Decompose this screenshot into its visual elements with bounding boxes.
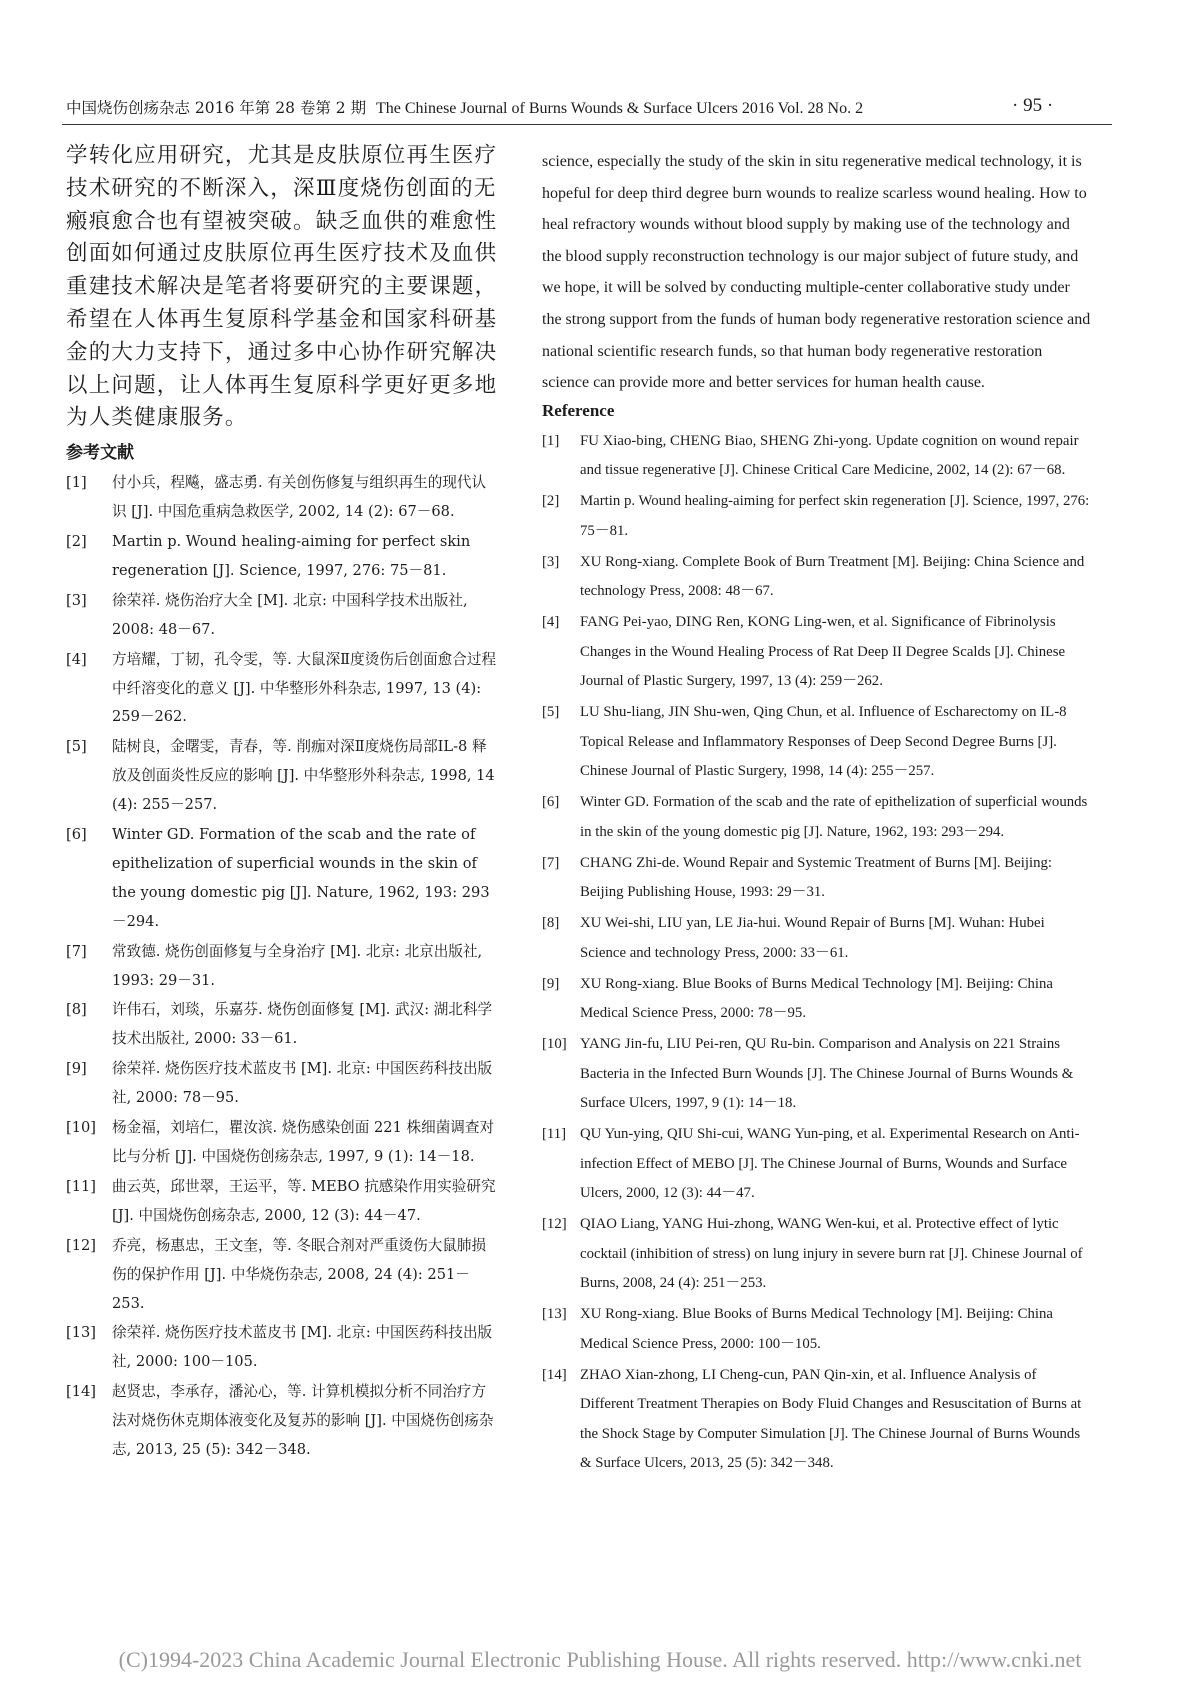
reference-text: YANG Jin-fu, LIU Pei-ren, QU Ru-bin. Comparison and Analysis on 221 Strains Bacteria in the Infected Burn Wounds [J]. The Chinese Journal of Burns Wounds & Surface Ulcers, 1997, 9 (1): 14－18. (580, 1036, 1074, 1112)
reference-item (542, 698, 1092, 787)
reference-item (542, 788, 1092, 847)
references-heading-en: Reference (542, 400, 615, 420)
reference-number: [4] (66, 650, 87, 668)
reference-list-en (542, 427, 1092, 1479)
reference-number: [5] (542, 704, 560, 721)
reference-text: XU Wei-shi, LIU yan, LE Jia-hui. Wound Repair of Burns [M]. Wuhan: Hubei Science and technology Press, 2000: 33－61. (580, 915, 1045, 961)
reference-number: [12] (66, 1236, 96, 1254)
reference-text: 徐荣祥. 烧伤医疗技术蓝皮书 [M]. 北京: 中国医药科技出版社, 2000: 78－95. (112, 1060, 493, 1107)
reference-number: [8] (542, 915, 560, 932)
journal-title-en: The Chinese Journal of Burns Wounds & Surface Ulcers 2016 Vol. 28 No. 2 (375, 100, 864, 117)
reference-number: [6] (66, 826, 87, 844)
reference-text: 乔亮，杨惠忠，王文奎，等. 冬眠合剂对严重烫伤大鼠肺损伤的保护作用 [J]. 中华烧伤杂志, 2008, 24 (4): 251－253. (112, 1236, 487, 1312)
reference-item (66, 587, 500, 645)
reference-number: [2] (542, 493, 560, 510)
copyright-footer: (C)1994-2023 China Academic Journal Electronic Publishing House. All rights reserved. http://www.cnki.net (118, 1647, 1082, 1672)
reference-number: [13] (66, 1324, 96, 1342)
reference-number: [14] (542, 1366, 567, 1383)
reference-item (542, 427, 1092, 486)
reference-text: XU Rong-xiang. Complete Book of Burn Treatment [M]. Beijing: China Science and technology Press, 2008: 48－67. (580, 553, 1085, 600)
reference-number: [10] (542, 1036, 567, 1053)
reference-number: [1] (66, 474, 87, 492)
reference-number: [11] (542, 1126, 567, 1143)
reference-item (66, 1055, 500, 1113)
reference-item (66, 1319, 500, 1377)
reference-item (66, 1173, 500, 1231)
reference-text: 方培耀，丁韧，孔令雯，等. 大鼠深Ⅱ度烫伤后创面愈合过程中纤溶变化的意义 [J]. 中华整形外科杂志, 1997, 13 (4): 259－262. (112, 650, 497, 726)
reference-item (542, 1030, 1092, 1119)
reference-item (66, 821, 500, 937)
reference-text: FU Xiao-bing, CHENG Biao, SHENG Zhi-yong. Update cognition on wound repair and tissue regenerative [J]. Chinese Critical Care Medicine, 2002, 14 (2): 67－68. (580, 432, 1079, 479)
reference-item (542, 1361, 1092, 1479)
reference-number: [12] (542, 1216, 567, 1233)
journal-title-zh: 中国烧伤创疡杂志 2016 年第 28 卷第 2 期 (66, 99, 367, 117)
reference-text: 常致德. 烧伤创面修复与全身治疗 [M]. 北京: 北京出版社, 1993: 29－31. (112, 942, 483, 989)
reference-text: FANG Pei-yao, DING Ren, KONG Ling-wen, et al. Significance of Fibrinolysis Changes in the Wound Healing Process of Rat Deep II Degree Scalds [J]. Chinese Journal of Plastic Surgery, 1997, 13 (4): 259－262. (580, 614, 1066, 690)
reference-number: [14] (66, 1383, 96, 1401)
reference-list-zh (66, 469, 500, 1465)
reference-item (542, 1120, 1092, 1209)
reference-number: [4] (542, 614, 560, 631)
left-column (66, 140, 500, 1466)
reference-text: Martin p. Wound healing-aiming for perfect skin regeneration [J]. Science, 1997, 276: 75－81. (112, 532, 471, 579)
reference-number: [10] (66, 1119, 96, 1137)
reference-item (66, 733, 500, 820)
reference-item (542, 548, 1092, 607)
reference-item (66, 1378, 500, 1465)
reference-number: [7] (66, 942, 87, 960)
reference-number: [11] (66, 1177, 96, 1195)
reference-text: XU Rong-xiang. Blue Books of Burns Medical Technology [M]. Beijing: China Medical Science Press, 2000: 100－105. (580, 1306, 1053, 1352)
reference-item (66, 938, 500, 996)
reference-number: [2] (66, 532, 87, 550)
reference-text: XU Rong-xiang. Blue Books of Burns Medical Technology [M]. Beijing: China Medical Science Press, 2000: 78－95. (580, 975, 1053, 1022)
reference-number: [13] (542, 1306, 567, 1323)
reference-item (542, 1300, 1092, 1359)
reference-number: [8] (66, 1001, 87, 1019)
reference-item (66, 1114, 500, 1172)
reference-number: [7] (542, 854, 560, 871)
chinese-body-text: 学转化应用研究，尤其是皮肤原位再生医疗技术研究的不断深入，深Ⅲ度烧伤创面的无瘢痕愈合也有望被突破。缺乏血供的难愈性创面如何通过皮肤原位再生医疗技术及血供重建技术解决是笔者将要研究的主要课题，希望在人体再生复原科学基金和国家科研基金的大力支持下，通过多中心协作研究解决以上问题，让人体再生复原科学更好更多地为人类健康服务。 (66, 143, 498, 431)
reference-number: [3] (66, 591, 87, 609)
reference-item (542, 608, 1092, 697)
reference-number: [5] (66, 738, 87, 756)
reference-text: LU Shu-liang, JIN Shu-wen, Qing Chun, et al. Influence of Escharectomy on IL-8 Topical Release and Inflammatory Responses of Deep Second Degree Burns [J]. Chinese Journal of Plastic Surgery, 1998, 14 (4): 255－257. (580, 704, 1067, 780)
page-number: · 95 · (1012, 95, 1054, 116)
reference-item (66, 996, 500, 1054)
references-heading-zh: 参考文献 (66, 443, 134, 464)
reference-text: 付小兵，程飚，盛志勇. 有关创伤修复与组织再生的现代认识 [J]. 中国危重病急救医学, 2002, 14 (2): 67－68. (112, 474, 487, 521)
reference-text: 许伟石，刘琰，乐嘉芬. 烧伤创面修复 [M]. 武汉: 湖北科学技术出版社, 2000: 33－61. (112, 1001, 493, 1048)
reference-item (66, 469, 500, 527)
reference-item (542, 909, 1092, 968)
reference-number: [1] (542, 432, 560, 449)
reference-text: QIAO Liang, YANG Hui-zhong, WANG Wen-kui, et al. Protective effect of lytic cocktail (inhibition of stress) on lung injury in severe burn rat [J]. Chinese Journal of Burns, 2008, 24 (4): 251－253. (580, 1216, 1083, 1292)
reference-item (542, 970, 1092, 1029)
reference-number: [9] (66, 1060, 87, 1078)
reference-item (542, 849, 1092, 908)
reference-text: 陆树良，金曙雯，青春，等. 削痂对深Ⅱ度烧伤局部IL-8 释放及创面炎性反应的影响 [J]. 中华整形外科杂志, 1998, 14 (4): 255－257. (112, 738, 495, 814)
reference-number: [9] (542, 975, 560, 992)
right-column (542, 146, 1092, 1480)
reference-text: 徐荣祥. 烧伤医疗技术蓝皮书 [M]. 北京: 中国医药科技出版社, 2000: 100－105. (112, 1324, 493, 1371)
english-body-text: science, especially the study of the skin in situ regenerative medical technology, it is hopeful for deep third degree burn wounds to realize scarless wound healing. How to heal refractory wounds without blood supply by making use of the technology and the blood supply reconstruction technology is our major subject of future study, and we hope, it will be solved by conducting multiple-center collaborative study under the strong support from the funds of human body regenerative restoration science and national scientific research funds, so that human body regenerative restoration science can provide more and better services for human health cause. (542, 153, 1091, 392)
reference-item (66, 646, 500, 733)
reference-text: 杨金福，刘培仁，瞿汝滨. 烧伤感染创面 221 株细菌调查对比与分析 [J]. 中国烧伤创疡杂志, 1997, 9 (1): 14－18. (112, 1119, 495, 1166)
reference-text: Winter GD. Formation of the scab and the rate of epithelization of superficial wounds in the skin of the young domestic pig [J]. Nature, 1962, 193: 293－294. (580, 794, 1088, 840)
reference-number: [6] (542, 794, 560, 811)
reference-number: [3] (542, 553, 560, 570)
reference-text: 赵贤忠，李承存，潘沁心，等. 计算机模拟分析不同治疗方法对烧伤休克期体液变化及复苏的影响 [J]. 中国烧伤创疡杂志, 2013, 25 (5): 342－348. (112, 1383, 494, 1459)
reference-text: 徐荣祥. 烧伤治疗大全 [M]. 北京: 中国科学技术出版社, 2008: 48－67. (112, 591, 468, 638)
running-header (66, 96, 1066, 122)
reference-item (66, 528, 500, 586)
reference-text: 曲云英，邱世翠，王运平，等. MEBO 抗感染作用实验研究 [J]. 中国烧伤创疡杂志, 2000, 12 (3): 44－47. (112, 1177, 496, 1224)
reference-text: CHANG Zhi-de. Wound Repair and Systemic Treatment of Burns [M]. Beijing: Beijing Publishing House, 1993: 29－31. (580, 854, 1052, 901)
reference-text: Martin p. Wound healing-aiming for perfect skin regeneration [J]. Science, 1997, 276: 75－81. (580, 493, 1090, 539)
reference-text: QU Yun-ying, QIU Shi-cui, WANG Yun-ping, et al. Experimental Research on Anti-infection Effect of MEBO [J]. The Chinese Journal of Burns, Wounds and Surface Ulcers, 2000, 12 (3): 44－47. (580, 1126, 1080, 1202)
reference-text: ZHAO Xian-zhong, LI Cheng-cun, PAN Qin-xin, et al. Influence Analysis of Different Treatment Therapies on Body Fluid Changes and Resuscitation of Burns at the Shock Stage by Computer Simulation [J]. The Chinese Journal of Burns Wounds & Surface Ulcers, 2013, 25 (5): 342－348. (580, 1366, 1082, 1472)
header-rule (62, 124, 1112, 125)
reference-item (542, 1210, 1092, 1299)
reference-item (542, 487, 1092, 546)
reference-text: Winter GD. Formation of the scab and the rate of epithelization of superficial wounds in the skin of the young domestic pig [J]. Nature, 1962, 193: 293－294. (112, 826, 490, 930)
reference-item (66, 1232, 500, 1319)
